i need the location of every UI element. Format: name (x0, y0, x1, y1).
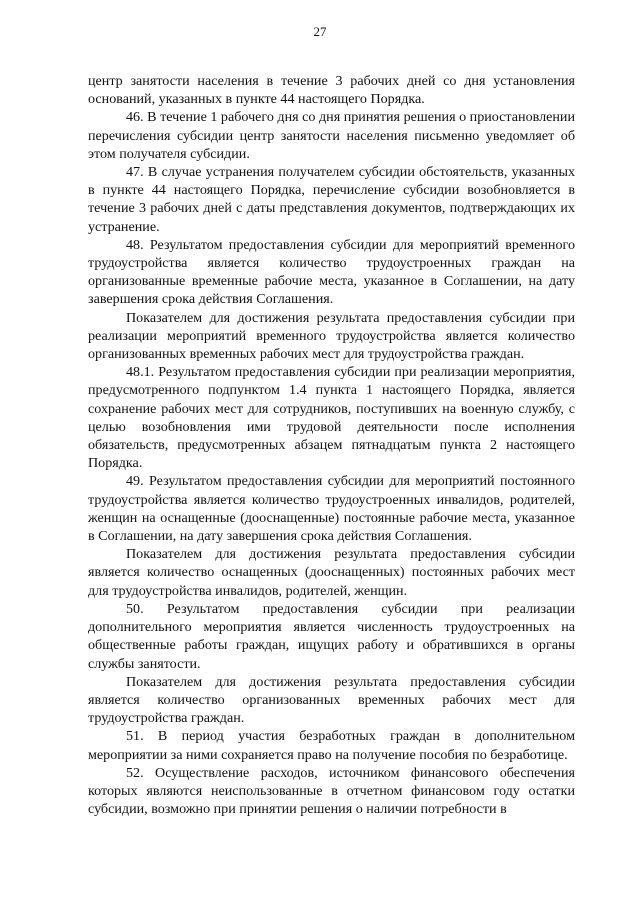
paragraph-item-49: 49. Результатом предоставления субсидии для мероприятий постоянного трудоустройства является количество трудоустроенных инвалидов, родителей, женщин на оснащенные (дооснащенные) постоянные рабочие места, указанное в Соглашении, на дату завершения срока действия Соглашения. (88, 473, 575, 545)
paragraph-item-48-1: 48.1. Результатом предоставления субсидии при реализации мероприятия, предусмотренного подпунктом 1.4 пункта 1 настоящего Порядка, является сохранение рабочих мест для сотрудников, поступивших на военную службу, с целью возобновления ими трудовой деятельности после исполнения обязательств, предусмотренных абзацем пятнадцатым пункта 2 настоящего Порядка. (88, 364, 575, 472)
paragraph-indicator-48: Показателем для достижения результата предоставления субсидии при реализации мероприятий временного трудоустройства является количество организованных временных рабочих мест для трудоустройства граждан. (88, 309, 575, 363)
paragraph-item-46: 46. В течение 1 рабочего дня со дня принятия решения о приостановлении перечисления субсидии центр занятости населения письменно уведомляет об этом получателя субсидии. (88, 109, 575, 162)
paragraph-indicator-50: Показателем для достижения результата предоставления субсидии является количество организованных временных рабочих мест для трудоустройства граждан. (88, 673, 575, 727)
paragraph-item-47: 47. В случае устранения получателем субсидии обстоятельств, указанных в пункте 44 настоящего Порядка, перечисление субсидии возобновляется в течение 3 рабочих дней с даты представления документов, подтверждающих их устранение. (88, 164, 575, 235)
paragraph-item-50: 50. Результатом предоставления субсидии при реализации дополнительного мероприятия является численность трудоустроенных на общественные работы граждан, ищущих работу и обратившихся в органы службы занятости. (88, 600, 575, 672)
paragraph-continuation: центр занятости населения в течение 3 рабочих дней со дня установления оснований, указанных в пункте 44 настоящего Порядка. (88, 73, 575, 108)
page-number: 27 (313, 24, 327, 39)
paragraph-item-48: 48. Результатом предоставления субсидии для мероприятий временного трудоустройства является количество трудоустроенных граждан на организованные временные рабочие места, указанное в Соглашении, на дату завершения срока действия Соглашения. (88, 236, 575, 308)
paragraph-indicator-49: Показателем для достижения результата предоставления субсидии является количество оснащенных (дооснащенных) постоянных рабочих мест для трудоустройства инвалидов, родителей, женщин. (88, 546, 575, 599)
paragraph-item-51: 51. В период участия безработных граждан в дополнительном мероприятии за ними сохраняется право на получение пособия по безработице. (88, 728, 575, 763)
paragraph-item-52: 52. Осуществление расходов, источником финансового обеспечения которых являются неиспользованные в отчетном финансовом году остатки субсидии, возможно при принятии решения о наличии потребности в (88, 764, 575, 818)
document-body (88, 72, 575, 818)
